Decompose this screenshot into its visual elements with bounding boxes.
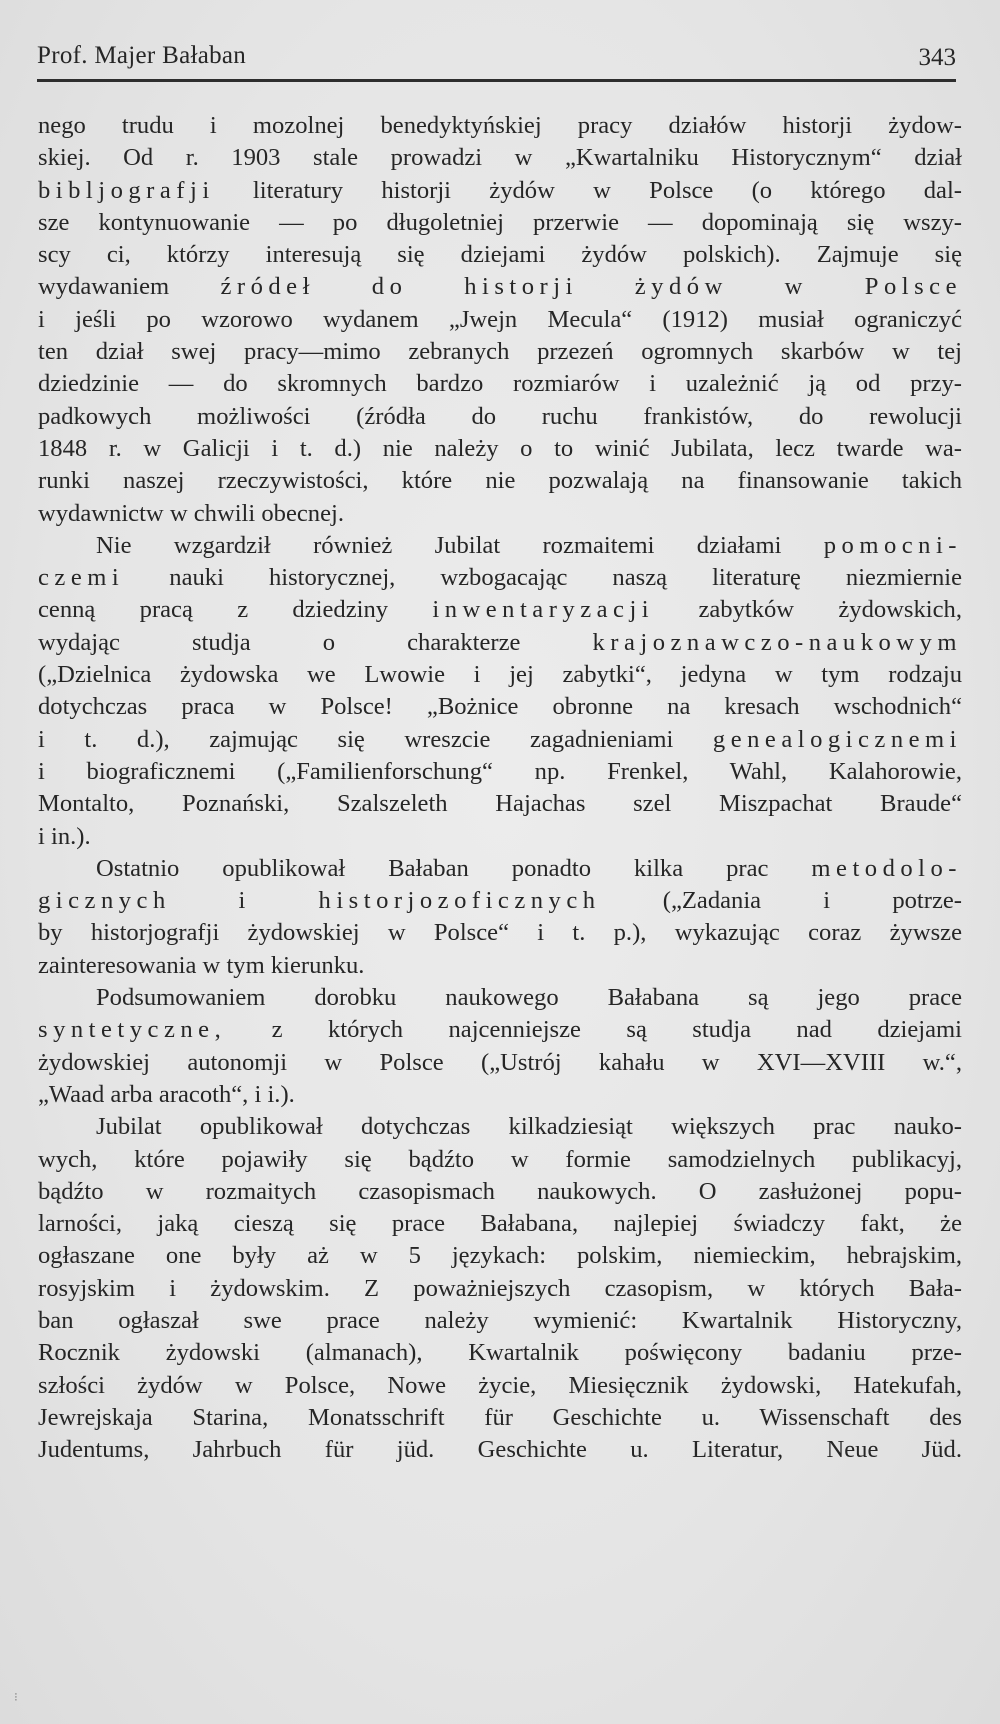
text-segment: rosyjskim i żydowskim. Z poważniejszych czasopism, w których Bała- <box>38 1274 962 1302</box>
text-segment: padkowych możliwości (źródła do ruchu frankistów, do rewolucji <box>38 402 962 430</box>
text-segment: Jubilat opublikował dotychczas kilkadziesiąt większych prac nauko- <box>96 1113 962 1141</box>
text-line <box>38 465 962 497</box>
text-line <box>38 1111 962 1143</box>
text-segment: zainteresowania w tym kierunku. <box>38 951 365 979</box>
text-segment: wych, które pojawiły się bądźto w formie samodzielnych publikacyj, <box>38 1145 962 1173</box>
text-segment: literatury historji żydów w Polsce (o którego dal- <box>214 176 962 204</box>
text-segment: szłości żydów w Polsce, Nowe życie, Miesięcznik żydowski, Hatekufah, <box>38 1371 962 1399</box>
spaced-emphasis: bibljografji <box>38 176 215 204</box>
text-line <box>38 594 962 626</box>
text-line <box>38 1014 962 1046</box>
spaced-emphasis: gicznych i historjozoficznych <box>38 887 601 915</box>
text-segment: wydając studja o charakterze <box>38 628 593 656</box>
text-line <box>38 821 962 853</box>
text-line <box>38 1273 962 1305</box>
text-segment: bądźto w rozmaitych czasopismach naukowych. O zasłużonej popu- <box>38 1177 962 1205</box>
text-line <box>38 659 962 691</box>
text-segment: 1848 r. w Galicji i t. d.) nie należy o to winić Jubilata, lecz twarde wa- <box>38 434 962 462</box>
text-segment: by historjografji żydowskiej w Polsce“ i t. p.), wykazując coraz żywsze <box>38 919 962 947</box>
text-segment: Podsumowaniem dorobku naukowego Bałabana są jego prace <box>96 984 962 1012</box>
spaced-emphasis: krajoznawczo-naukowym <box>592 628 962 656</box>
text-segment: dziedzinie — do skromnych bardzo rozmiarów i uzależnić ją od przy- <box>38 370 962 398</box>
text-segment: wydawaniem <box>38 273 221 301</box>
text-segment: „Waad arba aracoth“, i i.). <box>38 1080 295 1108</box>
text-line <box>38 110 962 142</box>
text-line <box>38 1240 962 1272</box>
text-line <box>38 853 962 885</box>
spaced-emphasis: czemi <box>38 564 125 592</box>
text-line <box>38 627 962 659</box>
text-line <box>38 1402 962 1434</box>
text-segment: Rocznik żydowski (almanach), Kwartalnik poświęcony badaniu prze- <box>38 1339 962 1367</box>
spaced-emphasis: genealogicznemi <box>712 725 962 753</box>
text-line <box>38 368 962 400</box>
text-line <box>38 1337 962 1369</box>
body-text <box>38 110 962 1466</box>
text-segment: larności, jaką cieszą się prace Bałabana, najlepiej świadczy fakt, że <box>38 1210 962 1238</box>
text-segment: Nie wzgardził również Jubilat rozmaitemi działami <box>96 531 824 559</box>
text-line <box>38 401 962 433</box>
text-line <box>38 1434 962 1466</box>
text-segment: nauki historycznej, wzbogacając naszą literaturę niezmiernie <box>124 564 962 592</box>
text-line <box>38 982 962 1014</box>
spaced-emphasis: metodolo- <box>811 854 962 882</box>
text-segment: („Zadania i potrze- <box>600 887 962 915</box>
text-line <box>38 498 962 530</box>
text-line <box>38 175 962 207</box>
page-number: 343 <box>918 44 956 71</box>
text-segment: runki naszej rzeczywistości, które nie pozwalają na finansowanie takich <box>38 467 962 495</box>
text-segment: scy ci, którzy interesują się dziejami żydów polskich). Zajmuje się <box>38 241 962 269</box>
text-line <box>38 1176 962 1208</box>
stray-ink-mark: ⁝ <box>14 1690 18 1704</box>
text-segment: skiej. Od r. 1903 stale prowadzi w „Kwartalniku Historycznym“ dział <box>38 144 962 172</box>
text-line <box>38 1208 962 1240</box>
header-rule <box>37 79 956 82</box>
text-line <box>38 724 962 756</box>
text-line <box>38 1079 962 1111</box>
text-line <box>38 433 962 465</box>
text-line <box>38 271 962 303</box>
text-segment: cenną pracą z dziedziny <box>38 596 433 624</box>
text-segment: i t. d.), zajmując się wreszcie zagadnieniami <box>38 725 713 753</box>
spaced-emphasis: inwentaryzacji <box>432 596 655 624</box>
text-segment: dotychczas praca w Polsce! „Bożnice obronne na kresach wschodnich“ <box>38 693 962 721</box>
text-line <box>38 304 962 336</box>
text-segment: sze kontynuowanie — po długoletniej przerwie — dopominają się wszy- <box>38 208 962 236</box>
text-segment: Ostatnio opublikował Bałaban ponadto kilka prac <box>96 854 812 882</box>
text-line <box>38 239 962 271</box>
text-segment: Montalto, Poznański, Szalszeleth Hajachas szel Miszpachat Braude“ <box>38 790 962 818</box>
text-segment: zabytków żydowskich, <box>654 596 962 624</box>
text-segment: („Dzielnica żydowska we Lwowie i jej zabytki“, jedyna w tym rodzaju <box>38 661 962 689</box>
text-line <box>38 756 962 788</box>
text-segment: ogłaszane one były aż w 5 językach: polskim, niemieckim, hebrajskim, <box>38 1242 962 1270</box>
text-line <box>38 142 962 174</box>
text-segment: i jeśli po wzorowo wydanem „Jwejn Mecula“ (1912) musiał ograniczyć <box>38 305 962 333</box>
text-segment: Jewrejskaja Starina, Monatsschrift für Geschichte u. Wissenschaft des <box>38 1403 962 1431</box>
text-segment: nego trudu i mozolnej benedyktyńskiej pracy działów historji żydow- <box>38 112 962 139</box>
spaced-emphasis: syntetyczne, <box>38 1016 227 1044</box>
text-segment: żydowskiej autonomji w Polsce („Ustrój kahału w XVI—XVIII w.“, <box>38 1048 962 1076</box>
text-segment: ten dział swej pracy—mimo zebranych przezeń ogromnych skarbów w tej <box>38 338 962 366</box>
page-header <box>37 42 956 82</box>
text-line <box>38 530 962 562</box>
text-line <box>38 1047 962 1079</box>
spaced-emphasis: pomocni- <box>823 531 962 559</box>
text-segment: z których najcenniejsze są studja nad dziejami <box>226 1016 962 1044</box>
text-segment: wydawnictw w chwili obecnej. <box>38 499 344 527</box>
spaced-emphasis: źródeł do historji żydów w Polsce <box>220 273 962 301</box>
text-line <box>38 336 962 368</box>
text-line <box>38 917 962 949</box>
text-segment: ban ogłaszał swe prace należy wymienić: Kwartalnik Historyczny, <box>38 1306 962 1334</box>
text-line <box>38 1370 962 1402</box>
text-line <box>38 562 962 594</box>
text-line <box>38 207 962 239</box>
text-line <box>38 1144 962 1176</box>
text-line <box>38 1305 962 1337</box>
text-segment: Judentums, Jahrbuch für jüd. Geschichte u. Literatur, Neue Jüd. <box>38 1436 962 1464</box>
text-segment: i in.). <box>38 822 91 850</box>
text-segment: i biograficznemi („Familienforschung“ np. Frenkel, Wahl, Kalahorowie, <box>38 757 962 785</box>
running-head: Prof. Majer Bałaban <box>37 42 247 69</box>
text-line <box>38 691 962 723</box>
text-line <box>38 788 962 820</box>
text-line <box>38 950 962 982</box>
text-line <box>38 885 962 917</box>
